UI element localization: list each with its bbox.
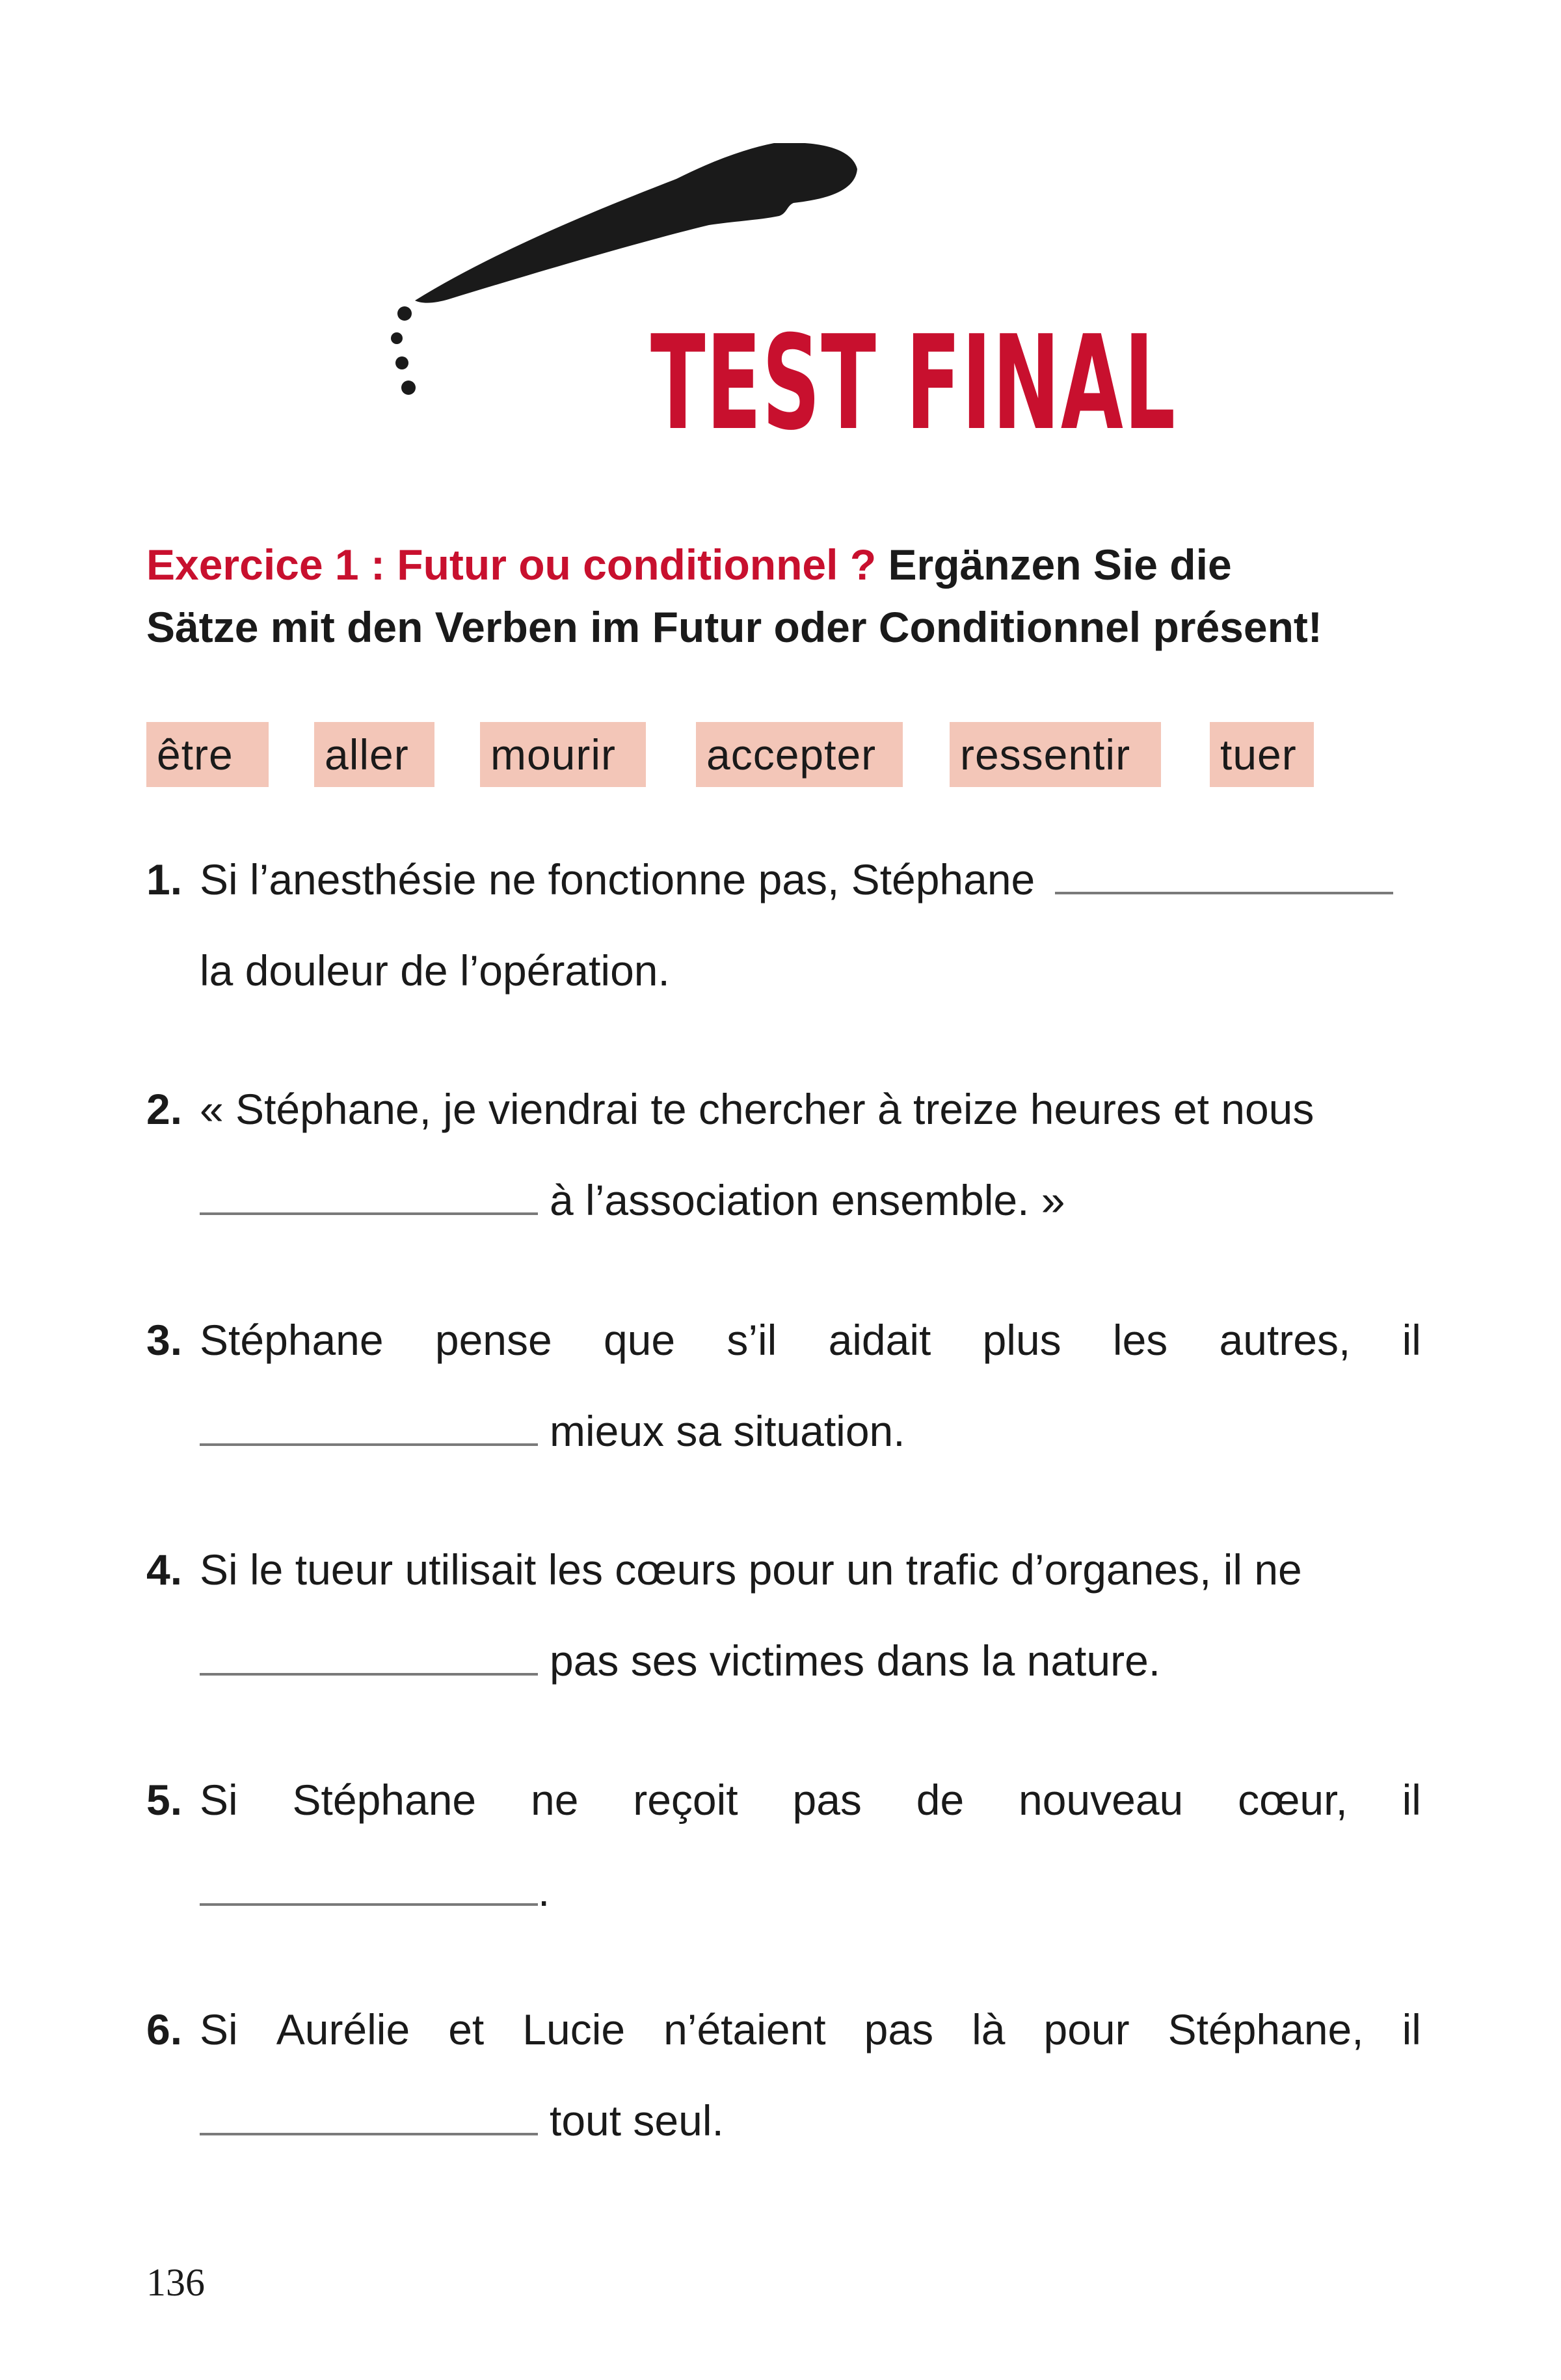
instruction-text-1: Ergänzen Sie die xyxy=(888,541,1232,589)
item-word: n’étaient xyxy=(663,2005,826,2053)
item-text-line1: Si l’anesthésie ne fonctionne pas, Stéphane xyxy=(200,855,1035,903)
answer-blank[interactable] xyxy=(200,1903,538,1906)
answer-blank[interactable] xyxy=(1055,892,1393,894)
word-bank-item: mourir xyxy=(480,722,646,787)
item-word: Si xyxy=(200,1776,238,1824)
item-text-line2: tout seul. xyxy=(550,2096,724,2145)
item-word: Stéphane xyxy=(200,1316,384,1364)
exercise-item-5 xyxy=(146,1754,1421,1936)
word-bank-item: tuer xyxy=(1210,722,1314,787)
item-text-line2: à l’association ensemble. » xyxy=(550,1176,1065,1224)
item-text-line2: la douleur de l’opération. xyxy=(200,946,670,995)
item-word: Stéphane, xyxy=(1167,2005,1364,2053)
item-word: Si xyxy=(200,2005,238,2053)
item-text-line1: Si le tueur utilisait les cœurs pour un trafic d’organes, il ne xyxy=(200,1545,1302,1594)
item-number: 1. xyxy=(146,855,183,903)
item-word: nouveau xyxy=(1019,1776,1184,1824)
item-text-line1: « Stéphane, je viendrai te chercher à treize heures et nous xyxy=(200,1085,1314,1133)
exercise-item-4 xyxy=(146,1524,1421,1706)
instruction-text-2: Sätze mit den Verben im Futur oder Conditionnel présent! xyxy=(146,603,1322,651)
item-number: 3. xyxy=(146,1316,183,1364)
word-bank-item: ressentir xyxy=(950,722,1161,787)
answer-blank[interactable] xyxy=(200,1212,538,1215)
item-number: 5. xyxy=(146,1776,183,1824)
item-word: là xyxy=(972,2005,1006,2053)
item-word: reçoit xyxy=(633,1776,738,1824)
item-word: autres, xyxy=(1219,1316,1351,1364)
item-word: cœur, xyxy=(1238,1776,1348,1824)
item-word: que xyxy=(603,1316,676,1364)
item-word: de xyxy=(916,1776,965,1824)
exercise-instructions xyxy=(146,533,1421,658)
item-word: Stéphane xyxy=(292,1776,477,1824)
item-word: il xyxy=(1402,2005,1421,2053)
item-word: pour xyxy=(1043,2005,1130,2053)
exercise-item-6 xyxy=(146,1984,1421,2166)
item-word: pense xyxy=(434,1316,552,1364)
answer-blank[interactable] xyxy=(200,1443,538,1446)
item-word: et xyxy=(448,2005,485,2053)
header xyxy=(0,0,1561,494)
item-word: aidait xyxy=(828,1316,931,1364)
item-word: s’il xyxy=(727,1316,777,1364)
item-word: pas xyxy=(864,2005,934,2053)
word-bank-item: aller xyxy=(314,722,434,787)
page-title: TEST FINAL xyxy=(650,308,1177,459)
item-number: 4. xyxy=(146,1545,183,1594)
word-bank-item: accepter xyxy=(696,722,903,787)
item-number: 6. xyxy=(146,2005,183,2053)
page-number: 136 xyxy=(146,2261,205,2304)
item-text-line2: . xyxy=(538,1867,550,1915)
word-bank xyxy=(146,722,1421,787)
word-bank-item: être xyxy=(146,722,269,787)
item-word: plus xyxy=(982,1316,1061,1364)
item-word: Aurélie xyxy=(276,2005,410,2053)
item-text-line2: pas ses victimes dans la nature. xyxy=(550,1637,1161,1685)
exercise-item-1 xyxy=(146,834,1421,1016)
item-word: pas xyxy=(792,1776,862,1824)
answer-blank[interactable] xyxy=(200,1673,538,1676)
answer-blank[interactable] xyxy=(200,2133,538,2135)
item-word: ne xyxy=(530,1776,579,1824)
item-number: 2. xyxy=(146,1085,183,1133)
exercise-label: Exercice 1 : Futur ou conditionnel ? xyxy=(146,541,877,589)
exercise-item-2 xyxy=(146,1063,1421,1246)
exercise-item-3 xyxy=(146,1294,1421,1477)
item-word: les xyxy=(1112,1316,1168,1364)
item-word: il xyxy=(1402,1316,1421,1364)
item-word: Lucie xyxy=(522,2005,626,2053)
item-text-line2: mieux sa situation. xyxy=(550,1407,905,1455)
item-word: il xyxy=(1402,1776,1421,1824)
